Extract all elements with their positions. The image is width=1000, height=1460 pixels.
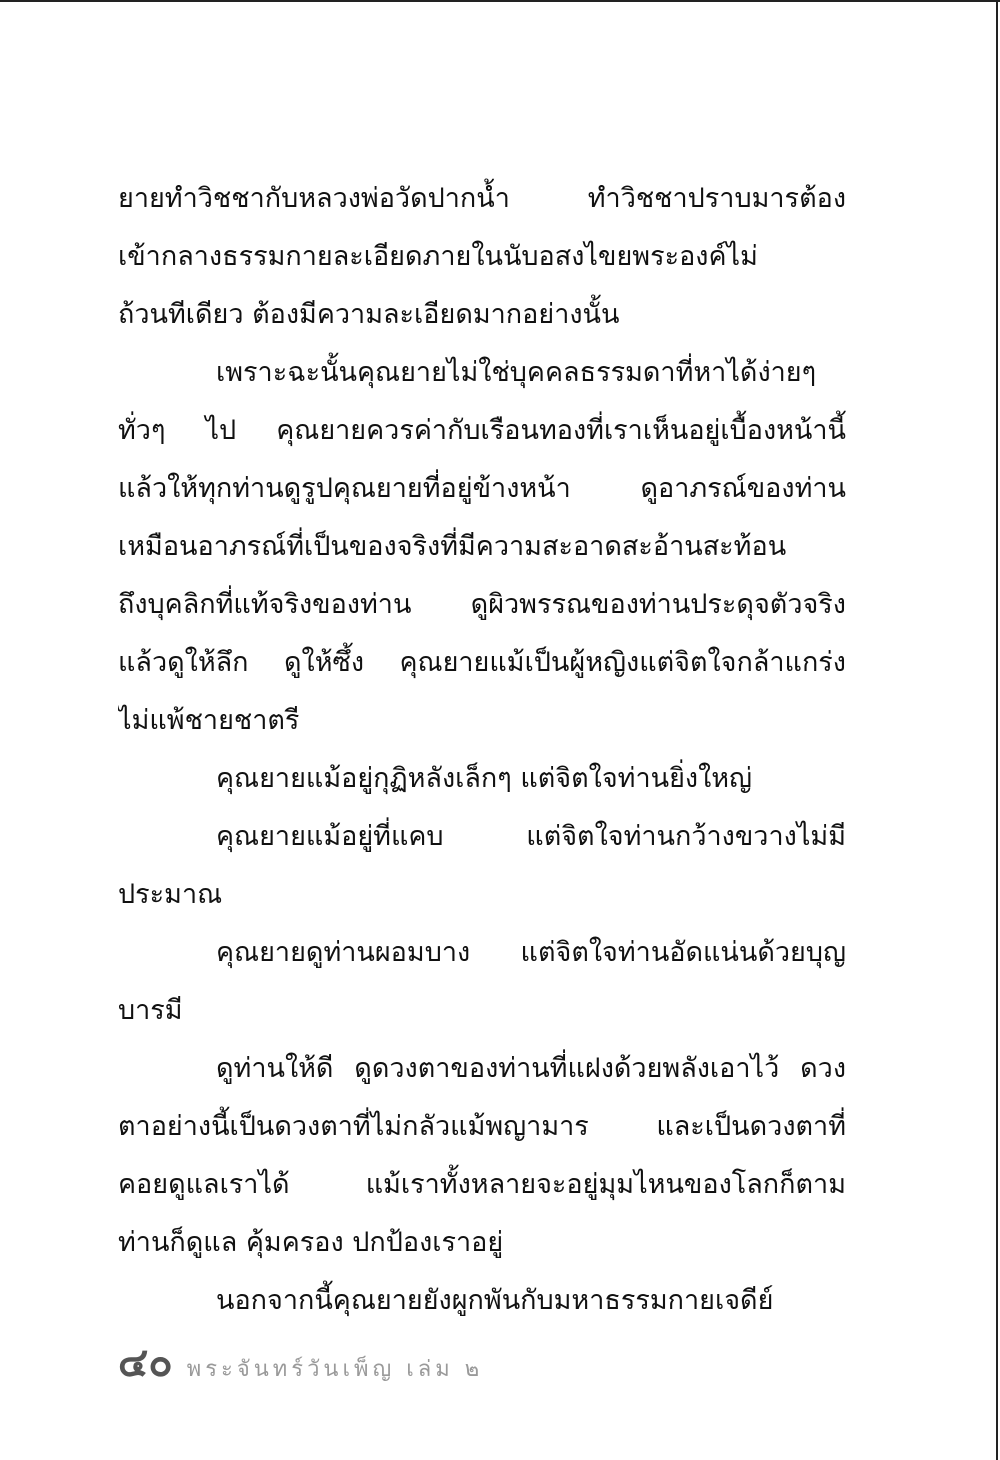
text-line: ยายทำวิชชากับหลวงพ่อวัดปากน้ำ ทำวิชชาปราบมารต้อง: [118, 183, 846, 214]
paragraph-first-line: คุณยายดูท่านผอมบาง แต่จิตใจท่านอัดแน่นด้วยบุญ: [216, 937, 846, 968]
text-line: แล้วดูให้ลึก ดูให้ซึ้ง คุณยายแม้เป็นผู้หญิงแต่จิตใจกล้าแกร่ง: [118, 647, 846, 678]
paragraph-first-line: นอกจากนี้คุณยายยังผูกพันกับมหาธรรมกายเจดีย์: [216, 1285, 774, 1316]
paragraph-first-line: เพราะฉะนั้นคุณยายไม่ใช่บุคคลธรรมดาที่หาได้ง่ายๆ: [216, 357, 817, 388]
text-line: ประมาณ: [118, 879, 223, 910]
page-number: ๔๐: [118, 1339, 173, 1386]
right-border-rule: [996, 0, 998, 1460]
top-border-rule: [0, 0, 1000, 2]
text-line: คอยดูแลเราได้ แม้เราทั้งหลายจะอยู่มุมไหนของโลกก็ตาม: [118, 1169, 846, 1200]
text-line: บารมี: [118, 995, 183, 1026]
running-title: พระจันทร์วันเพ็ญ เล่ม ๒: [186, 1357, 484, 1382]
text-line: ถึงบุคลิกที่แท้จริงของท่าน ดูผิวพรรณของท่านประดุจตัวจริง: [118, 589, 846, 620]
page-footer: [118, 1330, 484, 1386]
page-body-text: [118, 170, 846, 1330]
text-line: ถ้วนทีเดียว ต้องมีความละเอียดมากอย่างนั้น: [118, 299, 620, 330]
text-line: ทั่วๆ ไป คุณยายควรค่ากับเรือนทองที่เราเห็นอยู่เบื้องหน้านี้: [118, 415, 846, 446]
paragraph-first-line: ดูท่านให้ดี ดูดวงตาของท่านที่แฝงด้วยพลังเอาไว้ ดวง: [216, 1053, 846, 1084]
text-line: เข้ากลางธรรมกายละเอียดภายในนับอสงไขยพระองค์ไม่: [118, 241, 758, 272]
paragraph-first-line: คุณยายแม้อยู่ที่แคบ แต่จิตใจท่านกว้างขวางไม่มี: [216, 821, 846, 852]
text-line: ไม่แพ้ชายชาตรี: [118, 705, 300, 736]
text-line: แล้วให้ทุกท่านดูรูปคุณยายที่อยู่ข้างหน้า ดูอาภรณ์ของท่าน: [118, 473, 846, 504]
paragraph-first-line: คุณยายแม้อยู่กุฏิหลังเล็กๆ แต่จิตใจท่านยิ่งใหญ่: [216, 763, 753, 794]
text-line: เหมือนอาภรณ์ที่เป็นของจริงที่มีความสะอาดสะอ้านสะท้อน: [118, 531, 787, 562]
text-line: ตาอย่างนี้เป็นดวงตาที่ไม่กลัวแม้พญามาร และเป็นดวงตาที่: [118, 1111, 846, 1142]
text-line: ท่านก็ดูแล คุ้มครอง ปกป้องเราอยู่: [118, 1227, 504, 1258]
